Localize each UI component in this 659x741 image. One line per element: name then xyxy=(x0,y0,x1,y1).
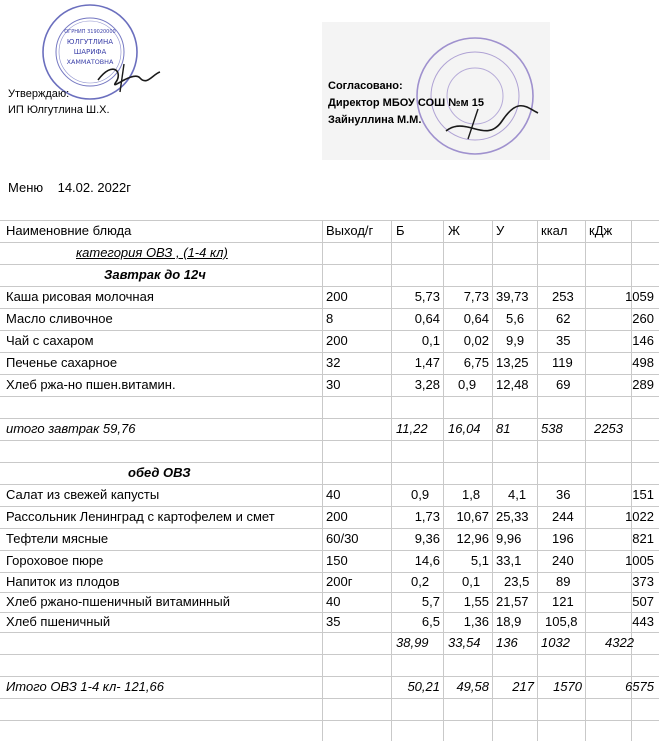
dish-carbs: 25,33 xyxy=(496,509,529,524)
dish-carbs: 18,9 xyxy=(496,614,522,629)
dish-output: 8 xyxy=(326,311,334,326)
dish-fat: 0,1 xyxy=(462,574,481,589)
dish-name: Печенье сахарное xyxy=(6,355,118,370)
dish-protein: 0,1 xyxy=(421,333,440,348)
dish-name: Хлеб ржано-пшеничный витаминный xyxy=(6,594,230,609)
dish-name: Тефтели мясные xyxy=(6,531,109,546)
grand-total-kj: 6575 xyxy=(625,679,654,694)
total-fat: 33,54 xyxy=(448,635,481,650)
dish-carbs: 9,96 xyxy=(496,531,522,546)
dish-kj: 146 xyxy=(632,333,654,348)
dish-fat: 1,55 xyxy=(463,594,489,609)
dish-output: 40 xyxy=(326,487,341,502)
menu-title xyxy=(8,180,131,195)
dish-fat: 0,02 xyxy=(463,333,489,348)
dish-output: 200 xyxy=(326,333,348,348)
dish-fat: 0,64 xyxy=(463,311,489,326)
stamp-text-2: ШАРИФА xyxy=(73,48,107,56)
dish-protein: 1,73 xyxy=(414,509,440,524)
dish-kcal: 62 xyxy=(556,311,571,326)
dish-output: 35 xyxy=(326,614,341,629)
lunch-title: обед ОВЗ xyxy=(128,465,191,480)
dish-carbs: 4,1 xyxy=(508,487,527,502)
agreed-label: Согласовано: xyxy=(328,80,403,92)
total-carbs: 136 xyxy=(496,635,518,650)
dish-kcal: 105,8 xyxy=(545,614,578,629)
dish-kj: 373 xyxy=(632,574,654,589)
dish-name: Хлеб ржа-но пшен.витамин. xyxy=(6,377,176,392)
dish-output: 60/30 xyxy=(326,531,359,546)
total-kj: 4322 xyxy=(605,635,634,650)
signature-left xyxy=(98,69,160,84)
dish-carbs: 5,6 xyxy=(506,311,525,326)
dish-kcal: 69 xyxy=(556,377,571,392)
total-kcal: 1032 xyxy=(541,635,570,650)
total-protein: 38,99 xyxy=(396,635,429,650)
dish-kj: 821 xyxy=(632,531,654,546)
dish-protein: 0,9 xyxy=(411,487,430,502)
dish-kcal: 240 xyxy=(552,553,574,568)
dish-name: Салат из свежей капусты xyxy=(6,487,160,502)
dish-name: Гороховое пюре xyxy=(6,553,104,568)
dish-kcal: 35 xyxy=(556,333,571,348)
dish-fat: 10,67 xyxy=(456,509,489,524)
dish-kcal: 196 xyxy=(552,531,574,546)
dish-protein: 14,6 xyxy=(414,553,440,568)
dish-kj: 151 xyxy=(632,487,654,502)
dish-output: 32 xyxy=(326,355,341,370)
dish-protein: 0,64 xyxy=(414,311,440,326)
dish-protein: 0,2 xyxy=(411,574,430,589)
dish-fat: 5,1 xyxy=(470,553,489,568)
director-title: Директор МБОУ СОШ №м 15 xyxy=(328,97,484,109)
dish-output: 200 xyxy=(326,509,348,524)
dish-name: Каша рисовая молочная xyxy=(6,289,154,304)
total-kj: 2253 xyxy=(594,421,623,436)
dish-kj: 260 xyxy=(632,311,654,326)
dish-output: 30 xyxy=(326,377,341,392)
approver-name: ИП Юлгутлина Ш.Х. xyxy=(8,104,110,116)
dish-kcal: 253 xyxy=(552,289,574,304)
dish-kj: 498 xyxy=(632,355,654,370)
dish-fat: 1,8 xyxy=(462,487,481,502)
total-label: итого завтрак 59,76 xyxy=(6,421,136,436)
menu-label: Меню xyxy=(8,180,44,195)
dish-carbs: 21,57 xyxy=(496,594,529,609)
dish-kcal: 36 xyxy=(556,487,571,502)
dish-name: Рассольник Ленинград с картофелем и смет xyxy=(6,509,275,524)
header-fat: Ж xyxy=(448,223,461,238)
breakfast-title: Завтрак до 12ч xyxy=(104,267,206,282)
dish-carbs: 13,25 xyxy=(496,355,529,370)
dish-carbs: 33,1 xyxy=(496,553,522,568)
header-kj: кДж xyxy=(589,223,613,238)
dish-kj: 1059 xyxy=(625,289,654,304)
grand-total-kcal: 1570 xyxy=(553,679,582,694)
dish-kcal: 121 xyxy=(552,594,574,609)
dish-kcal: 119 xyxy=(552,355,573,370)
dish-name: Напиток из плодов xyxy=(6,574,120,589)
header-carbs: У xyxy=(496,223,505,238)
dish-name: Масло сливочное xyxy=(6,311,113,326)
stamp-text-4: ОГРНИП 319020000 xyxy=(64,29,116,35)
dish-fat: 1,36 xyxy=(463,614,489,629)
grand-total-fat: 49,58 xyxy=(456,679,489,694)
dish-kcal: 89 xyxy=(556,574,571,589)
dish-output: 200г xyxy=(326,574,353,589)
dish-fat: 12,96 xyxy=(456,531,489,546)
director-name: Зайнуллина М.М. xyxy=(328,114,422,126)
dish-kj: 289 xyxy=(632,377,654,392)
total-protein: 11,22 xyxy=(396,421,428,436)
total-fat: 16,04 xyxy=(448,421,481,436)
dish-protein: 6,5 xyxy=(421,614,440,629)
total-carbs: 81 xyxy=(496,421,511,436)
approval-label: Утверждаю: xyxy=(8,88,70,100)
header-protein: Б xyxy=(396,223,405,238)
dish-carbs: 23,5 xyxy=(504,574,530,589)
grand-total-carbs: 217 xyxy=(512,679,534,694)
dish-kj: 1022 xyxy=(625,509,654,524)
dish-protein: 9,36 xyxy=(414,531,440,546)
dish-kcal: 244 xyxy=(552,509,574,524)
stamp-text-1: ЮЛГУТЛИНА xyxy=(66,38,114,46)
dish-protein: 5,7 xyxy=(421,594,440,609)
dish-kj: 507 xyxy=(632,594,654,609)
dish-kj: 1005 xyxy=(625,553,654,568)
dish-carbs: 9,9 xyxy=(506,333,525,348)
dish-name: Хлеб пшеничный xyxy=(6,614,111,629)
grand-total-label: Итого ОВЗ 1-4 кл- 121,66 xyxy=(6,679,164,694)
dish-fat: 0,9 xyxy=(458,377,477,392)
dish-name: Чай с сахаром xyxy=(6,333,94,348)
dish-output: 200 xyxy=(326,289,348,304)
dish-protein: 5,73 xyxy=(414,289,440,304)
header-kcal: ккал xyxy=(541,223,568,238)
grand-total-protein: 50,21 xyxy=(407,679,440,694)
dish-output: 40 xyxy=(326,594,341,609)
header-name: Наименовние блюда xyxy=(6,223,132,238)
dish-kj: 443 xyxy=(632,614,654,629)
dish-protein: 1,47 xyxy=(414,355,440,370)
dish-carbs: 12,48 xyxy=(496,377,529,392)
dish-fat: 7,73 xyxy=(463,289,489,304)
menu-date: 14.02. 2022г xyxy=(57,180,132,195)
approval-stamp-left xyxy=(28,0,168,100)
stamp-text-3: ХАММАТОВНА xyxy=(66,58,114,66)
dish-fat: 6,75 xyxy=(463,355,489,370)
dish-output: 150 xyxy=(326,553,348,568)
dish-carbs: 39,73 xyxy=(496,289,529,304)
approval-stamp-right xyxy=(406,35,544,157)
dish-protein: 3,28 xyxy=(414,377,440,392)
category-title: категория ОВЗ , (1-4 кл) xyxy=(76,245,228,260)
header-output: Выход/г xyxy=(326,223,374,238)
total-kcal: 538 xyxy=(541,421,563,436)
